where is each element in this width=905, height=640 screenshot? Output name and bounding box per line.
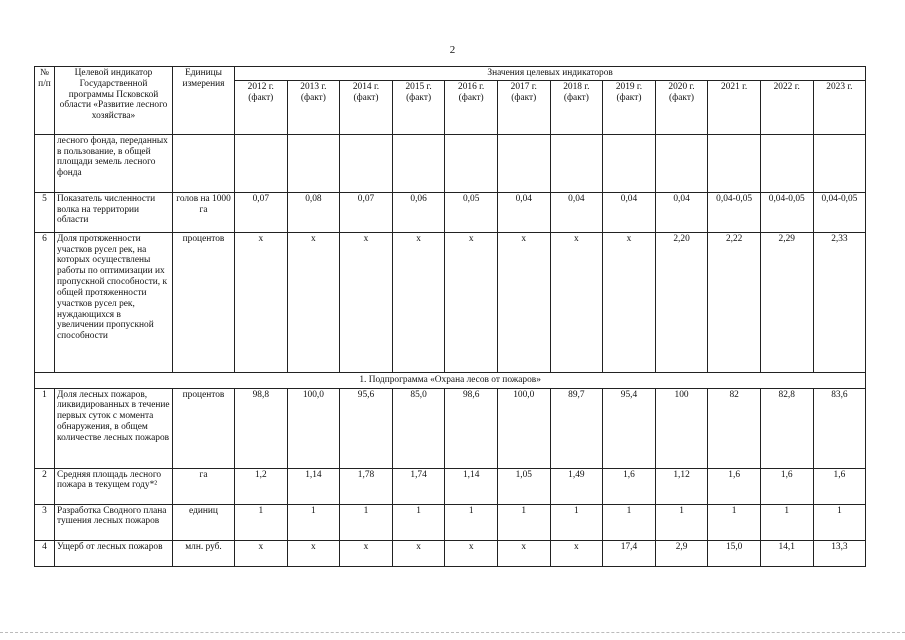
value-cell	[813, 134, 866, 192]
value-cell: 98,8	[235, 388, 288, 468]
value-cell: 95,6	[340, 388, 393, 468]
value-cell: 0,04	[550, 192, 603, 232]
value-cell: x	[392, 232, 445, 372]
value-cell: 17,4	[603, 540, 656, 566]
value-cell	[603, 134, 656, 192]
row-number	[35, 134, 55, 192]
header-year: 2015 г. (факт)	[392, 80, 445, 134]
row-number: 5	[35, 192, 55, 232]
value-cell: 1,2	[235, 468, 288, 504]
value-cell: 1	[340, 504, 393, 540]
value-cell: 100	[655, 388, 708, 468]
value-cell: 0,07	[235, 192, 288, 232]
row-number: 1	[35, 388, 55, 468]
value-cell: 2,29	[760, 232, 813, 372]
value-cell	[235, 134, 288, 192]
indicator-name: Ущерб от лесных пожаров	[55, 540, 173, 566]
value-cell	[497, 134, 550, 192]
value-cell: x	[497, 540, 550, 566]
value-cell: 1,6	[813, 468, 866, 504]
value-cell: x	[392, 540, 445, 566]
header-unit: Единицы измерения	[173, 67, 235, 135]
header-indicator: Целевой индикатор Государственной программы Псковской области «Развитие лесного хозяйства»	[55, 67, 173, 135]
value-cell	[708, 134, 761, 192]
value-cell: 1	[760, 504, 813, 540]
value-cell: x	[550, 540, 603, 566]
section-row	[35, 372, 866, 388]
value-cell	[392, 134, 445, 192]
table-row	[35, 388, 866, 468]
indicator-name: Разработка Сводного плана тушения лесных пожаров	[55, 504, 173, 540]
value-cell: 1	[603, 504, 656, 540]
header-year: 2014 г. (факт)	[340, 80, 393, 134]
value-cell: 0,04-0,05	[813, 192, 866, 232]
header-year: 2023 г.	[813, 80, 866, 134]
unit-cell: млн. руб.	[173, 540, 235, 566]
value-cell: 1	[655, 504, 708, 540]
header-year: 2016 г. (факт)	[445, 80, 498, 134]
value-cell: 100,0	[497, 388, 550, 468]
indicator-name: Доля лесных пожаров, ликвидированных в течение первых суток с момента обнаружения, в общем количестве лесных пожаров	[55, 388, 173, 468]
value-cell: x	[497, 232, 550, 372]
value-cell: 0,04	[497, 192, 550, 232]
header-year: 2021 г.	[708, 80, 761, 134]
value-cell: 1,12	[655, 468, 708, 504]
value-cell: 1,14	[287, 468, 340, 504]
value-cell: 1	[392, 504, 445, 540]
value-cell: 2,9	[655, 540, 708, 566]
unit-cell: голов на 1000 га	[173, 192, 235, 232]
value-cell: 82	[708, 388, 761, 468]
value-cell	[287, 134, 340, 192]
value-cell: 1	[235, 504, 288, 540]
value-cell: 2,33	[813, 232, 866, 372]
table-row	[35, 540, 866, 566]
value-cell: 1,14	[445, 468, 498, 504]
table-row	[35, 134, 866, 192]
value-cell: 1,6	[708, 468, 761, 504]
table-row	[35, 468, 866, 504]
header-year: 2020 г. (факт)	[655, 80, 708, 134]
value-cell	[655, 134, 708, 192]
unit-cell: процентов	[173, 388, 235, 468]
value-cell: 100,0	[287, 388, 340, 468]
value-cell: 82,8	[760, 388, 813, 468]
value-cell: x	[445, 232, 498, 372]
value-cell	[445, 134, 498, 192]
section-title: 1. Подпрограмма «Охрана лесов от пожаров»	[35, 372, 866, 388]
value-cell: 1,6	[760, 468, 813, 504]
page-number: 2	[449, 44, 456, 56]
row-number: 6	[35, 232, 55, 372]
header-year: 2018 г. (факт)	[550, 80, 603, 134]
value-cell: 1,6	[603, 468, 656, 504]
unit-cell: единиц	[173, 504, 235, 540]
value-cell: x	[287, 232, 340, 372]
indicator-name: Средняя площадь лесного пожара в текущем году*²	[55, 468, 173, 504]
value-cell: 1,78	[340, 468, 393, 504]
header-year: 2013 г. (факт)	[287, 80, 340, 134]
value-cell: 1	[497, 504, 550, 540]
value-cell: 83,6	[813, 388, 866, 468]
value-cell: 15,0	[708, 540, 761, 566]
value-cell: 0,07	[340, 192, 393, 232]
value-cell: 0,04-0,05	[708, 192, 761, 232]
value-cell: x	[445, 540, 498, 566]
value-cell: 0,08	[287, 192, 340, 232]
value-cell: 0,04	[655, 192, 708, 232]
value-cell: 1	[445, 504, 498, 540]
unit-cell: процентов	[173, 232, 235, 372]
value-cell: 14,1	[760, 540, 813, 566]
value-cell: 1,49	[550, 468, 603, 504]
value-cell: 0,05	[445, 192, 498, 232]
indicators-table	[34, 66, 866, 567]
value-cell: 1	[287, 504, 340, 540]
value-cell: x	[340, 232, 393, 372]
value-cell: 1,05	[497, 468, 550, 504]
unit-cell	[173, 134, 235, 192]
table-row	[35, 192, 866, 232]
indicator-name: Доля протяженности участков русел рек, на которых осуществлены работы по оптимизации их пропускной способности, к общей протяженности участков русел рек, нуждающихся в увеличении пропускной способности	[55, 232, 173, 372]
header-values: Значения целевых индикаторов	[235, 67, 866, 81]
scan-edge-line	[0, 632, 905, 633]
value-cell: x	[235, 540, 288, 566]
value-cell: 2,20	[655, 232, 708, 372]
value-cell: 0,06	[392, 192, 445, 232]
header-num: № п/п	[35, 67, 55, 135]
row-number: 2	[35, 468, 55, 504]
row-number: 3	[35, 504, 55, 540]
indicator-name: Показатель численности волка на территории области	[55, 192, 173, 232]
header-year: 2022 г.	[760, 80, 813, 134]
value-cell	[550, 134, 603, 192]
value-cell: x	[340, 540, 393, 566]
value-cell: 0,04	[603, 192, 656, 232]
value-cell: 2,22	[708, 232, 761, 372]
value-cell: 95,4	[603, 388, 656, 468]
value-cell	[340, 134, 393, 192]
value-cell: 1	[813, 504, 866, 540]
value-cell	[760, 134, 813, 192]
table-row	[35, 232, 866, 372]
value-cell: 1,74	[392, 468, 445, 504]
value-cell: 0,04-0,05	[760, 192, 813, 232]
value-cell: x	[235, 232, 288, 372]
value-cell: 98,6	[445, 388, 498, 468]
table-row	[35, 504, 866, 540]
value-cell: 13,3	[813, 540, 866, 566]
value-cell: 85,0	[392, 388, 445, 468]
value-cell: x	[550, 232, 603, 372]
indicator-name: лесного фонда, переданных в пользование, в общей площади земель лесного фонда	[55, 134, 173, 192]
value-cell: 1	[550, 504, 603, 540]
header-year: 2012 г. (факт)	[235, 80, 288, 134]
value-cell: 89,7	[550, 388, 603, 468]
value-cell: x	[287, 540, 340, 566]
value-cell: x	[603, 232, 656, 372]
header-year: 2019 г. (факт)	[603, 80, 656, 134]
row-number: 4	[35, 540, 55, 566]
value-cell: 1	[708, 504, 761, 540]
header-year: 2017 г. (факт)	[497, 80, 550, 134]
unit-cell: га	[173, 468, 235, 504]
